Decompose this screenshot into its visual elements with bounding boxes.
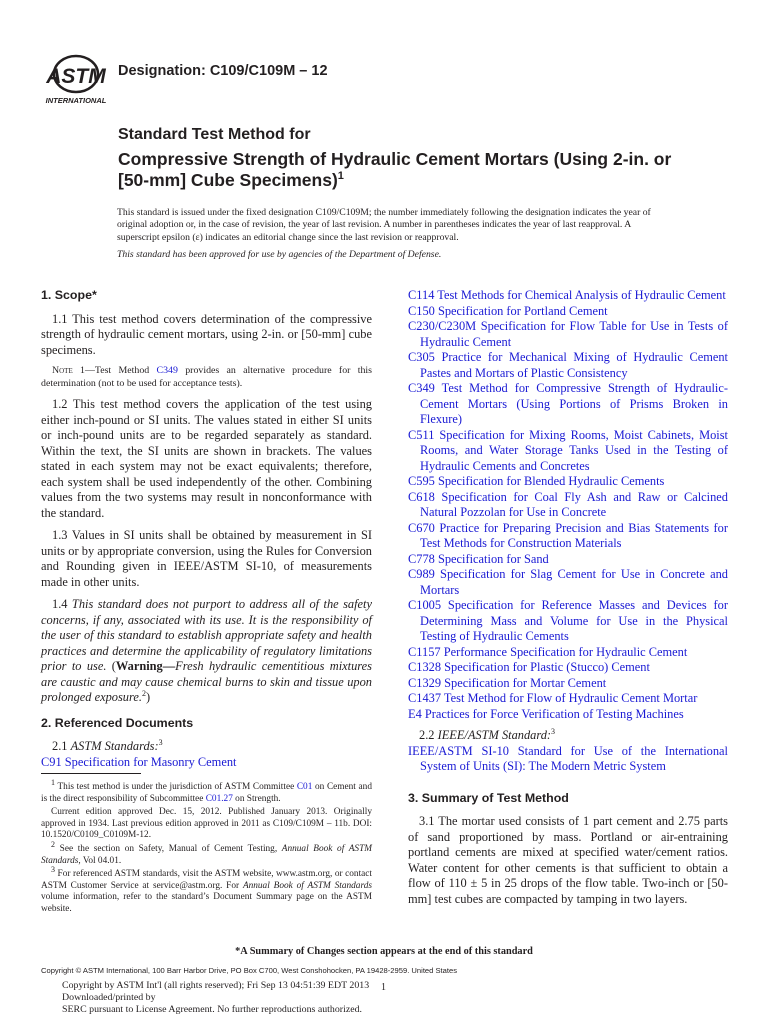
footnote-ref-3: 3 (158, 737, 163, 747)
ref-title[interactable]: Specification for Plastic (Stucco) Cement (441, 660, 650, 674)
paragraph-1-1: 1.1 This test method covers determination of the compressive strength of hydraulic cement mortars, using 2-in. or [50-mm] cube specimens. (41, 311, 372, 357)
ref-code-link[interactable]: C349 (408, 381, 435, 395)
ref-title[interactable]: Specification for Mortar Cement (441, 675, 607, 690)
sub-number: 2.1 (52, 739, 71, 753)
ref-code-link[interactable]: C778 (408, 551, 435, 566)
ref-title[interactable]: Specification for Flow Table for Use in Tests of Hydraulic Cement (420, 319, 728, 349)
ref-item (408, 707, 728, 723)
ref-code-link[interactable]: C1437 (408, 691, 442, 705)
section-heading-referenced: 2. Referenced Documents (41, 715, 194, 730)
paragraph-3-1: 3.1 The mortar used consists of 1 part cement and 2.75 parts of sand proportioned by mass. Portland or air-entraining portland cements are mixed at specified water/cement ratios. Water content for other cements is that sufficient to obtain a flow of 110 ± 5 in 25 drops of the flow table. Two-inch or [50-mm] test cubes are compacted by tamping in two layers. (408, 814, 728, 906)
ref-item-c91 (41, 755, 372, 771)
ref-item (408, 428, 728, 475)
paragraph-1-4 (41, 597, 372, 706)
footnote-ref-3b: 3 (551, 726, 556, 736)
ref-item (408, 521, 728, 552)
designation-notice: This standard is issued under the fixed designation C109/C109M; the number immediately following the designation indicates the year of original adoption or, in the case of revision, the year of last revision. A number in parentheses indicates the year of last reapproval. A superscript epsilon (ε) indicates an editorial change since the last revision or reapproval. (117, 207, 651, 243)
ref-title[interactable]: Specification for Mixing Rooms, Moist Cabinets, Moist Rooms, and Water Storage Tanks Used in the Testing of Hydraulic Cements and Concretes (420, 427, 728, 473)
subheading-astm-standards (41, 739, 372, 755)
ref-title[interactable]: Test Method for Compressive Strength of Hydraulic-Cement Mortars (Using Portions of Prisms Broken in Flexure) (420, 381, 728, 426)
ref-code-link[interactable]: C618 (408, 489, 435, 504)
ref-item (408, 288, 728, 304)
ref-title[interactable]: Specification for Reference Masses and Devices for Determining Mass and Volume for Use in the Physical Testing of Hydraulic Cements (420, 598, 728, 643)
fn-text: on Strength. (232, 793, 281, 804)
footnote-2 (41, 839, 372, 867)
fn-text: on Cement and is the direct responsibility of Subcommittee (41, 782, 372, 804)
link-si10[interactable]: IEEE/ASTM SI-10 (408, 743, 509, 758)
fn-marker: 1 (51, 777, 55, 787)
note-label: Note (52, 365, 73, 376)
fn-text: See the section on Safety, Manual of Cement Testing, (55, 843, 282, 854)
ref-item (408, 350, 728, 381)
ref-code-link[interactable]: C305 (408, 350, 435, 364)
ref-item (408, 691, 728, 707)
ref-code-link[interactable]: C1157 (408, 644, 441, 659)
stamp-line: SERC pursuant to License Agreement. No further reproductions authorized. (62, 1003, 363, 1015)
title-footnote-ref: 1 (337, 170, 344, 183)
ref-code-link[interactable]: C511 (408, 427, 435, 442)
ref-title-si10[interactable]: Standard for Use of the International System of Units (SI): The Modern Metric System (420, 743, 728, 773)
summary-of-changes-note: *A Summary of Changes section appears at the end of this standard (235, 946, 533, 957)
svg-text:INTERNATIONAL: INTERNATIONAL (45, 96, 107, 105)
fn-text: volume information, refer to the standard’s Document Summary page on the ASTM website. (41, 892, 372, 914)
fn-text: , Vol 04.01. (78, 855, 122, 866)
footnote-divider (41, 773, 141, 774)
ref-title[interactable]: Specification for Sand (434, 551, 549, 566)
ref-item (408, 552, 728, 568)
ref-title-c91[interactable]: Specification for Masonry Cement (61, 754, 237, 769)
ref-title[interactable]: Specification for Portland Cement (434, 303, 608, 318)
title-line-1: Standard Test Method for (118, 126, 311, 143)
subheading-ieee-astm (408, 728, 728, 744)
ref-title[interactable]: Performance Specification for Hydraulic Cement (440, 644, 688, 659)
ref-item (408, 645, 728, 661)
right-column (408, 288, 728, 914)
footnotes (41, 777, 372, 918)
page-number: 1 (381, 982, 386, 993)
download-stamp (62, 980, 402, 1015)
ref-item (408, 474, 728, 490)
section-heading-scope: 1. Scope* (41, 288, 97, 302)
footnote-ref-2: 2 (141, 688, 146, 698)
fn-marker: 3 (51, 865, 55, 875)
fn-marker: 2 (51, 839, 55, 849)
ref-title[interactable]: Specification for Coal Fly Ash and Raw or Calcined Natural Pozzolan for Use in Concrete (420, 489, 728, 519)
section-heading-summary: 3. Summary of Test Method (408, 790, 569, 805)
ref-code-link[interactable]: C230/C230M (408, 319, 477, 333)
link-c91[interactable]: C91 (41, 754, 62, 769)
document-title (118, 149, 678, 191)
ref-title[interactable]: Practice for Mechanical Mixing of Hydraulic Cement Pastes and Mortars of Plastic Consistency (420, 350, 728, 380)
copyright-line: Copyright © ASTM International, 100 Barr Harbor Drive, PO Box C700, West Conshohocken, PA 19428-2959. United States (41, 966, 458, 975)
paren-open: ( (106, 659, 116, 673)
fn-text: This test method is under the jurisdiction of ASTM Committee (55, 782, 297, 792)
ref-item (408, 660, 728, 676)
sub-label: ASTM Standards: (70, 739, 159, 753)
link-c349[interactable]: C349 (156, 365, 178, 376)
ref-title[interactable]: Practices for Force Verification of Testing Machines (421, 706, 684, 721)
ref-title[interactable]: Specification for Blended Hydraulic Cements (434, 474, 665, 488)
referenced-standards-list (408, 288, 728, 722)
dod-notice: This standard has been approved for use by agencies of the Department of Defense. (117, 249, 442, 260)
note-text-pre: 1—Test Method (72, 365, 157, 376)
sub-label: IEEE/ASTM Standard: (437, 728, 552, 742)
fn-italic: Annual Book of ASTM Standards (41, 843, 372, 866)
footnote-3 (41, 865, 372, 915)
ref-code-link[interactable]: C150 (408, 303, 435, 318)
warning-text: Fresh hydraulic cementitious mixtures are caustic and may cause chemical burns to skin and tissue upon prolonged exposure. (41, 659, 372, 704)
svg-text:ASTM: ASTM (46, 65, 106, 88)
ref-code-link[interactable]: C114 (408, 288, 435, 302)
stamp-line: Copyright by ASTM Int'l (all rights reserved); Fri Sep 13 04:51:39 EDT 2013 (62, 980, 370, 991)
ref-item (408, 319, 728, 350)
ref-item-si10 (408, 744, 728, 775)
ref-code-link[interactable]: C670 (408, 520, 435, 535)
designation: Designation: C109/C109M – 12 (118, 63, 328, 79)
ref-item (408, 598, 728, 645)
note-1 (41, 365, 372, 390)
link-c01-27[interactable]: C01.27 (205, 793, 233, 804)
safety-disclaimer: This standard does not purport to address all of the safety concerns, if any, associated with its use. It is the responsibility of the user of this standard to establish appropriate safety and health practices and determine the applicability of regulatory limitations prior to use. (41, 597, 372, 673)
paren-close: ) (145, 690, 151, 704)
ref-code-link[interactable]: E4 (408, 706, 422, 721)
ref-title[interactable]: Test Method for Flow of Hydraulic Cement Mortar (441, 691, 698, 705)
ref-code-link[interactable]: C595 (408, 474, 435, 488)
ref-code-link[interactable]: C1329 (408, 675, 442, 690)
ref-title[interactable]: Specification for Slag Cement for Use in Concrete and Mortars (420, 567, 728, 597)
paragraph-number: 1.4 (52, 597, 72, 611)
ref-code-link[interactable]: C1005 (408, 598, 442, 612)
ref-item (408, 676, 728, 692)
ref-item (408, 490, 728, 521)
fn-italic: Annual Book of ASTM Standards (242, 880, 372, 891)
ref-code-link[interactable]: C1328 (408, 660, 442, 674)
sub-number: 2.2 (419, 728, 438, 742)
warning-label: Warning— (115, 659, 176, 673)
paragraph-1-3: 1.3 Values in SI units shall be obtained by measurement in SI units or by appropriate conversion, using the Rules for Conversion and Rounding given in IEEE/ASTM SI-10, of measurements made in other units. (41, 528, 372, 589)
ref-title[interactable]: Practice for Preparing Precision and Bias Statements for Test Methods for Construction Materials (420, 520, 728, 550)
ref-title[interactable]: Test Methods for Chemical Analysis of Hydraulic Cement (434, 288, 726, 302)
astm-logo (40, 54, 112, 106)
ref-code-link[interactable]: C989 (408, 567, 435, 581)
fn-text: For referenced ASTM standards, visit the ASTM website, www.astm.org, or contact ASTM Customer Service at service@astm.org. For (41, 869, 372, 891)
ref-item (408, 381, 728, 428)
stamp-line: Downloaded/printed by (62, 991, 156, 1003)
ref-item (408, 567, 728, 598)
footnote-1-edition: Current edition approved Dec. 15, 2012. Published January 2013. Originally approved in 1934. Last previous edition approved in 2011 as C109/C109M – 11b. DOI: 10.1520/C0109_C0109M-12. (41, 807, 372, 841)
left-column (41, 288, 372, 770)
title-line-2: Compressive Strength of Hydraulic Cement Mortars (Using 2-in. or [50-mm] Cube Specimens) (118, 149, 672, 190)
link-c01[interactable]: C01 (296, 782, 313, 792)
footnote-1 (41, 777, 372, 805)
paragraph-1-2: 1.2 This test method covers the application of the test using either inch-pound or SI units. The values stated in either SI units or inch-pound units are to be regarded separately as standard. Within the text, the SI units are shown in brackets. The values stated in each system may not be exact equivalents; therefore, each system shall be used independently of the other. Combining values from the two systems may result in nonconformance with the standard. (41, 397, 372, 520)
ref-item (408, 304, 728, 320)
note-text-post: provides an alternative procedure for this determination (not to be used for acceptance tests). (41, 365, 373, 389)
